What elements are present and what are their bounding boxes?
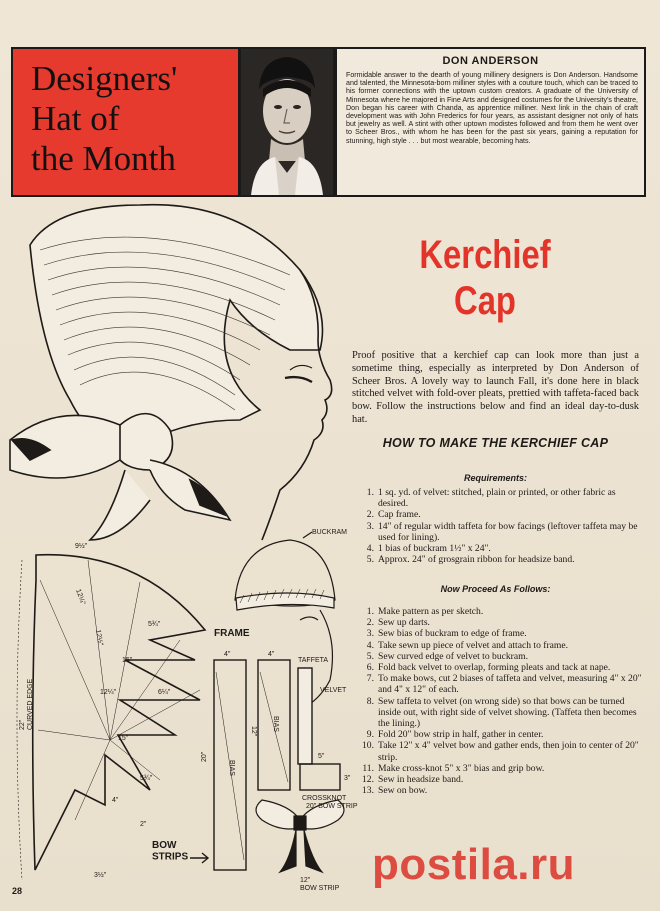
step-item (352, 628, 642, 639)
buckram-label: BUCKRAM (312, 529, 348, 536)
article-title-line-1: Kerchief (419, 233, 551, 277)
step-number: 4. (366, 639, 374, 651)
strip-width-2: 4" (268, 651, 275, 658)
proceed-heading: Now Proceed As Follows: (440, 584, 551, 594)
howto-heading: HOW TO MAKE THE KERCHIEF CAP (382, 436, 609, 450)
dim-5a: 5¾" (148, 621, 161, 628)
dim-12b: 12½" (94, 629, 104, 647)
frame-label: FRAME (214, 628, 250, 639)
requirement-text: Approx. 24" of grosgrain ribbon for headsize band. (378, 554, 575, 566)
requirement-number: 1. (366, 487, 374, 498)
requirement-item (352, 487, 642, 509)
step-item (352, 606, 642, 617)
step-text: Take sewn up piece of velvet and attach to frame. (378, 639, 569, 651)
designer-bio: Formidable answer to the dearth of young millinery designers is Don Anderson. Handsome and talented, the Minnesota-born milliner styles with a couture touch, which can be traced to his former connections with the uptown custom creators. A graduate of the University of Minnesota where he majored in Fine Arts and designed costumes for the University's theatre, Don began his career with Chanda, as apprentice milliner. Next link in the chain of craft development was with John Frederics for four years, as assistant designer not only of hats but jewelry as well. A stint with other uptown modistes followed and from them he went over to Scheer Bros., with whom he has been for the past six years, gaining a reputation for stunning, high style . . . but most wearable, becoming hats. (346, 71, 638, 145)
step-item (352, 617, 642, 628)
steps-list (352, 606, 642, 796)
curved-edge-label: 22"CURVED EDGE (19, 678, 35, 730)
strip-width-1: 4" (224, 651, 231, 658)
dim-6: 6¼" (158, 689, 171, 696)
requirement-item (352, 554, 642, 565)
step-item (352, 763, 642, 774)
knot-height: 3" (344, 775, 351, 782)
dim-bottom: 3½" (94, 872, 107, 879)
strip-length-2: 12" (250, 726, 257, 737)
dim-top: 9½" (75, 543, 88, 550)
frame-head-sketch (235, 532, 335, 710)
step-number: 2. (366, 617, 374, 629)
taffeta-label: TAFFETA (298, 657, 329, 664)
page-title: Designers' Hat of the Month (31, 59, 178, 178)
step-item (352, 640, 642, 651)
bow-strip-12-label: 12" BOW STRIP (300, 877, 340, 893)
step-text: Sew taffeta to velvet (on wrong side) so that bows can be turned inside out, with right side of velvet showing. (Taffeta then becomes the lining.) (378, 695, 637, 730)
dim-12c: 12¼" (100, 689, 117, 696)
dim-4: 4" (112, 797, 119, 804)
page-number: 28 (12, 886, 23, 896)
article-title-line-2: Cap (454, 279, 516, 323)
step-item (352, 696, 642, 730)
step-item (352, 774, 642, 785)
step-text: Take 12" x 4" velvet bow and gather ends, then join to center of 20" strip. (378, 740, 639, 763)
step-number: 10. (362, 740, 374, 752)
bias-label-2: BIAS (272, 716, 279, 732)
step-item (352, 673, 642, 695)
requirement-number: 3. (366, 520, 374, 532)
step-number: 6. (366, 662, 374, 674)
step-item (352, 662, 642, 673)
step-text: Sew in headsize band. (378, 774, 464, 786)
step-number: 7. (366, 673, 374, 685)
step-number: 11. (362, 762, 374, 774)
step-item (352, 729, 642, 740)
step-text: Make pattern as per sketch. (378, 606, 484, 617)
requirements-list (352, 487, 642, 565)
step-text: Sew up darts. (378, 617, 430, 629)
dim-2: 2" (140, 821, 147, 828)
requirement-item (352, 543, 642, 554)
requirement-number: 4. (366, 543, 374, 555)
knot-width: 5" (318, 753, 325, 760)
step-text: Fold back velvet to overlap, forming pleats and tack at nape. (378, 662, 611, 674)
step-text: Sew on bow. (378, 785, 428, 797)
kerchief-cap-illustration (10, 205, 332, 540)
bow-sketch (256, 800, 344, 872)
bow-strip-20-label: 20" BOW STRIP (306, 803, 358, 810)
requirement-item (352, 521, 642, 543)
requirement-text: 14" of regular width taffeta for bow facings (leftover taffeta may be used for lining). (378, 520, 638, 543)
step-text: Make cross-knot 5" x 3" bias and grip bow. (378, 762, 545, 774)
velvet-label: VELVET (320, 687, 347, 694)
bias-label-1: BIAS (228, 760, 235, 776)
bow-strips-arrow (190, 853, 208, 863)
step-number: 13. (362, 785, 374, 797)
step-item (352, 785, 642, 796)
article-intro: Proof positive that a kerchief cap can look more than just a sometime thing, especially as interpreted by Don Anderson of Scheer Bros. A lovely way to launch Fall, it's done here in black stitched velvet with fold-over pleats, prettied with taffeta-faced back bow. Follow the instructions below and find an ideal day-to-dusk hat. (352, 350, 639, 425)
requirement-number: 5. (366, 554, 374, 566)
step-text: Sew curved edge of velvet to buckram. (378, 650, 528, 662)
step-item (352, 740, 642, 762)
requirement-text: 1 sq. yd. of velvet: stitched, plain or printed, or other fabric as desired. (378, 487, 616, 510)
step-text: Fold 20" bow strip in half, gather in center. (378, 729, 544, 741)
requirement-text: Cap frame. (378, 509, 421, 521)
dim-15b: 15" (118, 735, 129, 742)
cap-pattern-piece (17, 555, 205, 880)
dim-5b: 5¾" (140, 775, 153, 782)
step-number: 8. (366, 695, 374, 707)
step-number: 12. (362, 774, 374, 786)
step-text: To make bows, cut 2 biases of taffeta and velvet, measuring 4" x 20" and 4" x 12" of each. (378, 673, 642, 696)
strip-length-1: 20" (201, 751, 208, 762)
step-number: 9. (366, 729, 374, 741)
step-number: 1. (366, 606, 374, 617)
requirement-item (352, 509, 642, 520)
requirement-text: 1 bias of buckram 1½" x 24". (378, 543, 491, 555)
dim-12a: 12¼" (74, 588, 87, 606)
requirement-number: 2. (366, 509, 374, 521)
step-item (352, 651, 642, 662)
step-number: 5. (366, 650, 374, 662)
dim-15a: 15" (122, 657, 133, 664)
watermark: postila.ru (372, 840, 576, 889)
step-text: Sew bias of buckram to edge of frame. (378, 628, 527, 640)
requirements-heading: Requirements: (463, 473, 527, 483)
bow-strips-label: BOW STRIPS (152, 840, 189, 863)
step-number: 3. (366, 628, 374, 640)
crossknot-label: CROSSKNOT (302, 795, 347, 802)
designer-name: DON ANDERSON (442, 55, 539, 67)
article-title (399, 232, 571, 324)
